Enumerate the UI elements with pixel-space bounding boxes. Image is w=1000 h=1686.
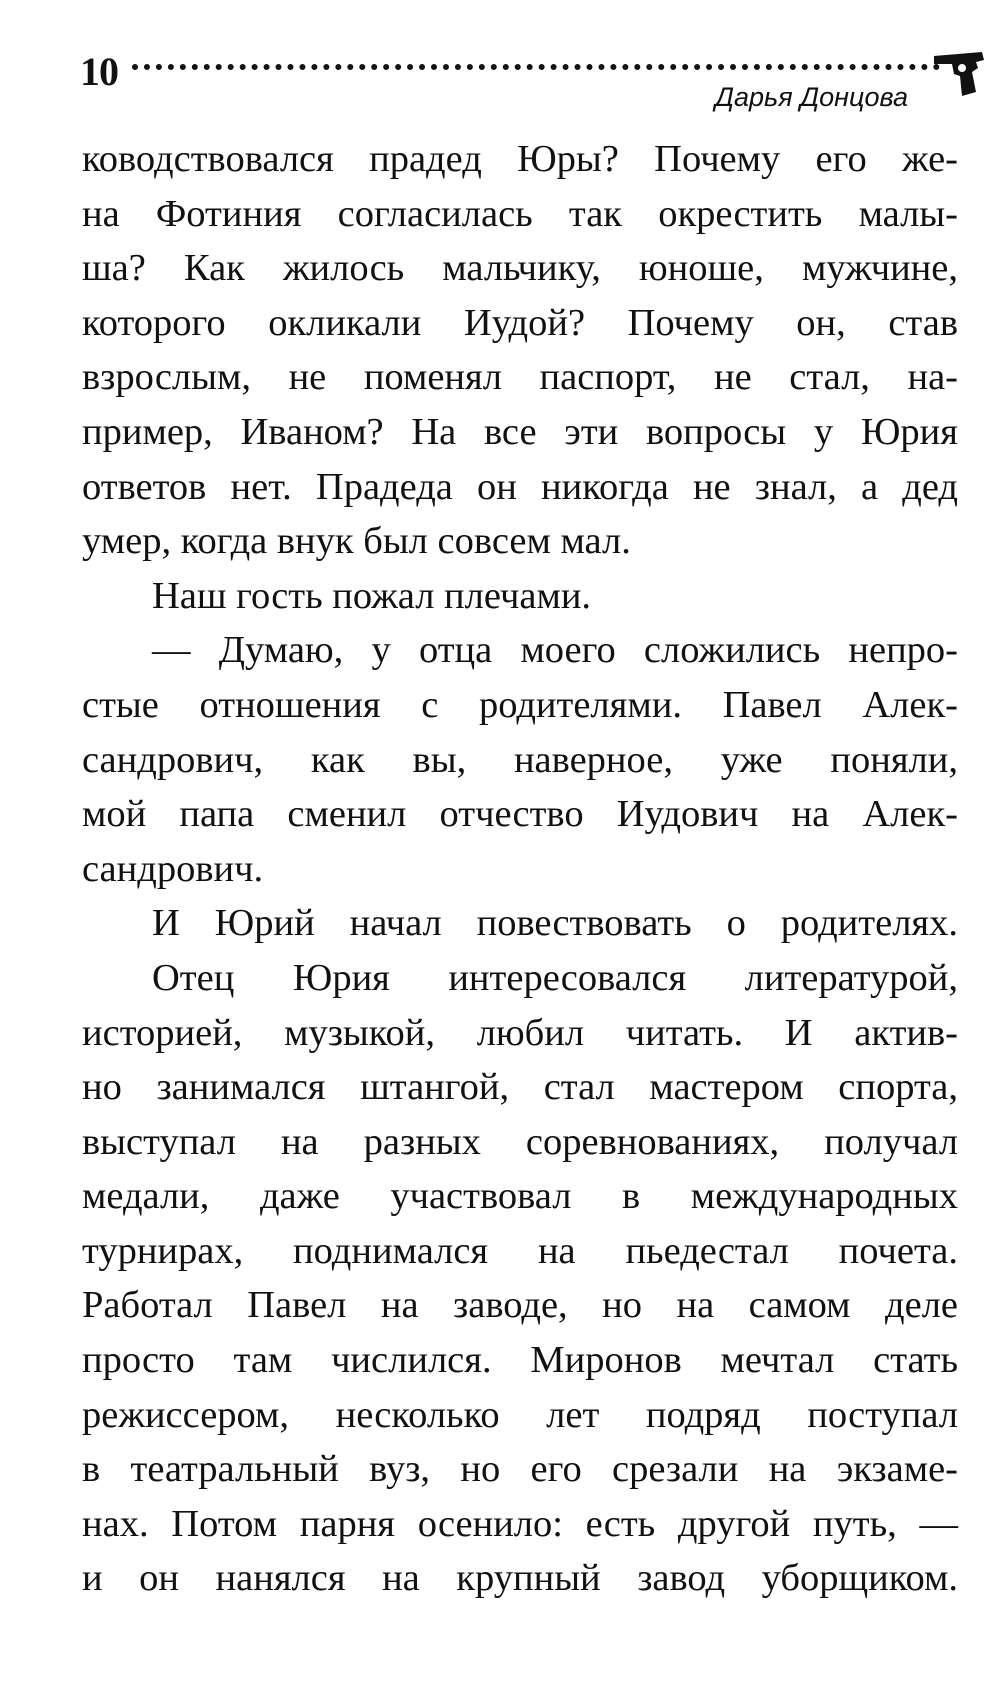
text-line: и он нанялся на крупный завод уборщиком.	[82, 1557, 958, 1600]
text-line: медали, даже участвовал в международных	[82, 1175, 958, 1218]
text-line: режиссером, несколько лет подряд поступал	[82, 1393, 958, 1436]
text-line: — Думаю, у отца моего сложились непро-	[152, 629, 958, 672]
text-line: выступал на разных соревнованиях, получал	[82, 1120, 958, 1163]
text-line: просто там числился. Миронов мечтал стать	[82, 1339, 958, 1382]
text-line: И Юрий начал повествовать о родителях.	[152, 902, 958, 945]
text-line: в театральный вуз, но его срезали на экзаме-	[82, 1448, 958, 1491]
page-number: 10	[80, 49, 118, 94]
text-line: на Фотиния согласилась так окрестить малы-	[82, 192, 958, 235]
text-line: Работал Павел на заводе, но на самом деле	[82, 1284, 958, 1327]
running-head-author: Дарья Донцова	[714, 82, 908, 112]
text-line: которого окликали Иудой? Почему он, став	[82, 301, 958, 344]
running-header	[80, 38, 980, 112]
text-line: сандрович, как вы, наверное, уже поняли,	[82, 738, 958, 781]
text-line: пример, Иваном? На все эти вопросы у Юрия	[82, 410, 958, 453]
text-line: ководствовался прадед Юры? Почему его же-	[82, 138, 958, 180]
header-dotted-rule	[132, 64, 940, 80]
text-line: Наш гость пожал плечами.	[152, 574, 592, 617]
page-body	[82, 132, 958, 1606]
text-line: сандрович.	[82, 847, 264, 890]
text-line: ша? Как жилось мальчику, юноше, мужчине,	[82, 247, 958, 290]
text-line: Отец Юрия интересовался литературой,	[152, 956, 958, 999]
text-line: умер, когда внук был совсем мал.	[82, 520, 631, 563]
text-line: турнирах, поднимался на пьедестал почета.	[82, 1229, 958, 1272]
text-line: мой папа сменил отчество Иудович на Алек-	[82, 793, 958, 836]
text-line: историей, музыкой, любил читать. И актив-	[82, 1011, 958, 1054]
text-line: ответов нет. Прадеда он никогда не знал, а дед	[82, 465, 958, 508]
text-line: нах. Потом парня осенило: есть другой путь, —	[82, 1502, 958, 1545]
text-line: взрослым, не поменял паспорт, не стал, на-	[82, 356, 958, 399]
text-line: стые отношения с родителями. Павел Алек-	[82, 683, 958, 726]
pistol-icon	[932, 46, 988, 98]
text-line: но занимался штангой, стал мастером спорта,	[82, 1066, 958, 1109]
